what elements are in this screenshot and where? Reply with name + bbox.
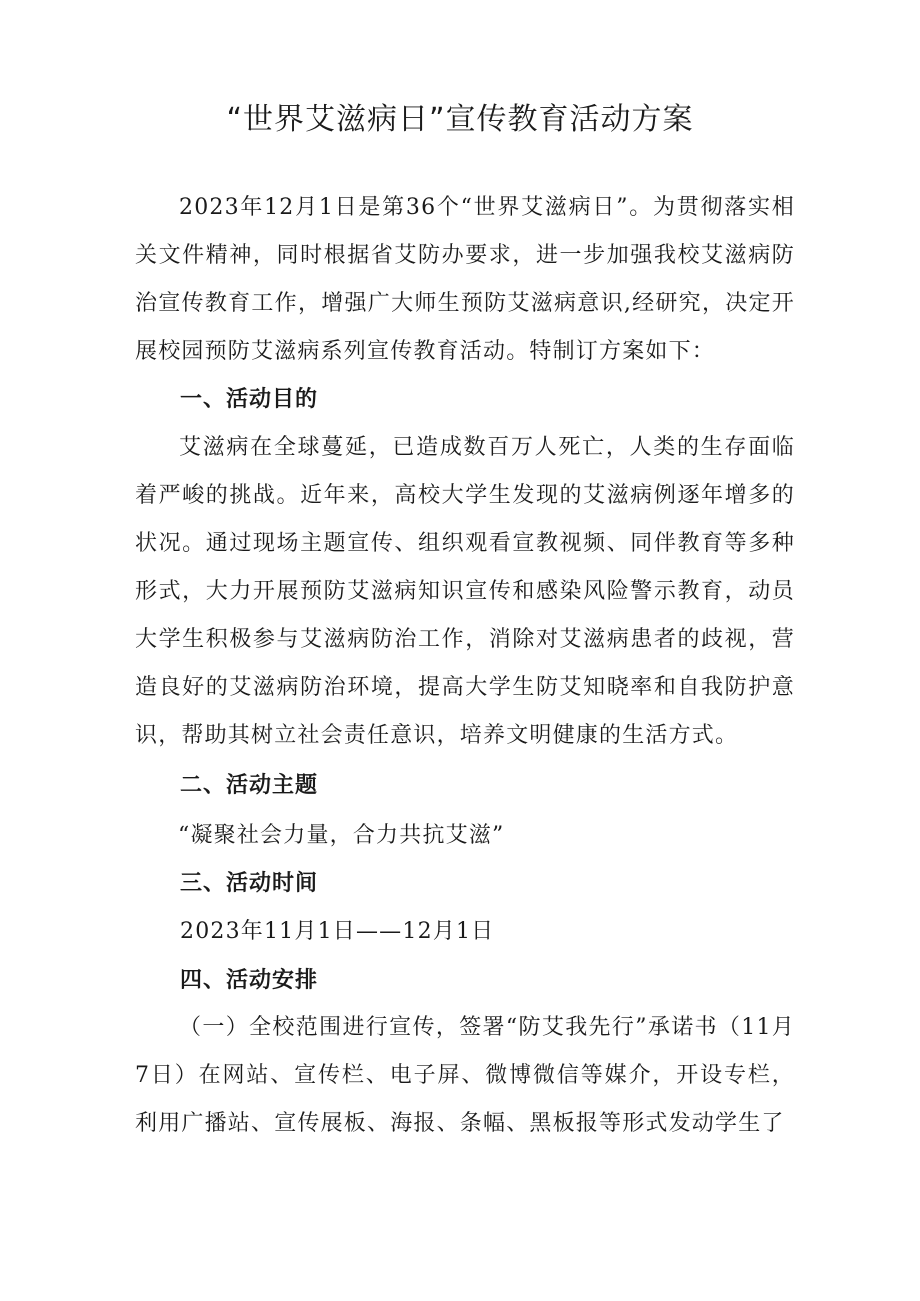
section-text-theme: “凝聚社会力量，合力共抗艾滋” (178, 823, 505, 848)
document-title: “世界艾滋病日”宣传教育活动方案 (226, 102, 694, 137)
section-text-arrangement: （一）全校范围进行宣传，签署“防艾我先行”承诺书（11月7日）在网站、宣传栏、电子屏、微博微信等媒介，开设专栏，利用广播站、宣传展板、海报、条幅、黑板报等形式发动学生了 (135, 1015, 795, 1136)
section-text-purpose: 艾滋病在全球蔓延，已造成数百万人死亡，人类的生存面临着严峻的挑战。近年来，高校大学生发现的艾滋病例逐年增多的状况。通过现场主题宣传、组织观看宣教视频、同伴教育等多种形式，大力开展预防艾滋病知识宣传和感染风险警示教育，动员大学生积极参与艾滋病防治工作，消除对艾滋病患者的歧视，营造良好的艾滋病防治环境，提高大学生防艾知晓率和自我防护意识，帮助其树立社会责任意识，培养文明健康的生活方式。 (135, 435, 795, 748)
section-heading-arrangement: 四、活动安排 (180, 968, 319, 993)
intro-paragraph: 2023年12月1日是第36个“世界艾滋病日”。为贯彻落实相关文件精神，同时根据省艾防办要求，进一步加强我校艾滋病防治宣传教育工作，增强广大师生预防艾滋病意识,经研究，决定开展校园预防艾滋病系列宣传教育活动。特制订方案如下： (135, 195, 795, 364)
section-heading-time: 三、活动时间 (180, 871, 319, 896)
section-text-time: 2023年11月1日——12月1日 (180, 919, 495, 944)
section-heading-theme: 二、活动主题 (180, 773, 319, 798)
section-heading-purpose: 一、活动目的 (180, 387, 319, 412)
